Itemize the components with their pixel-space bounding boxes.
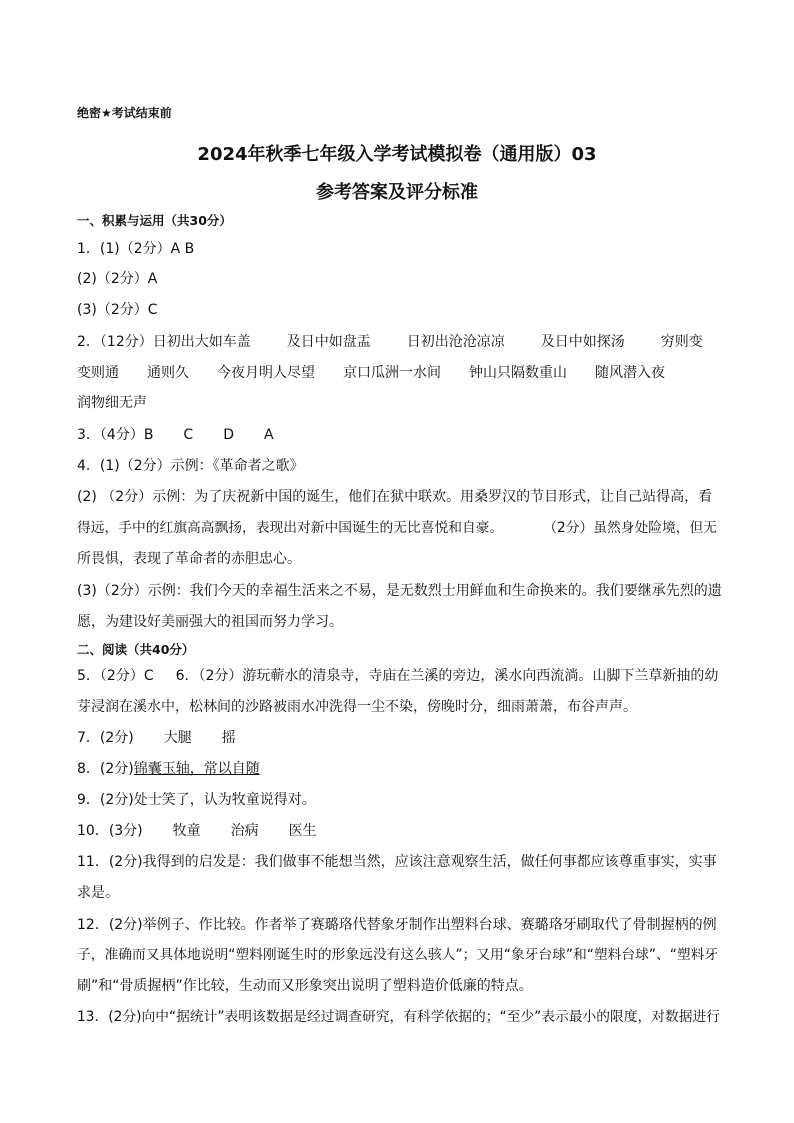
- q4-part2-text: 得远，手中的红旗高高飘扬，表现出对新中国诞生的无比喜悦和自豪。: [77, 520, 504, 536]
- q2-answer: 穷则变: [660, 334, 703, 350]
- q4-part2-text: （2分）虽然身处险境，但无: [543, 520, 718, 536]
- q2-row2: [77, 364, 722, 382]
- q4-part1: 4．(1)（2分）示例：《革命者之歌》: [77, 458, 304, 474]
- q4-part3-line1: (3)（2分）示例：我们今天的幸福生活来之不易，是无数烈士用鲜血和生命换来的。我们要继承先烈的遗: [77, 583, 722, 599]
- q2-answer: 今夜月明人尽望: [217, 365, 315, 381]
- q2-answer: 变则通: [77, 365, 119, 381]
- q2-answer: 京口瓜洲一水间: [343, 365, 441, 381]
- q1-part3: (3)（2分）C: [77, 302, 158, 318]
- q6-text: 6．（2分）游玩蕲水的清泉寺，寺庙在兰溪的旁边，溪水向西流淌。山脚下兰草新抽的幼: [175, 668, 719, 684]
- q2-answer: 通则久: [147, 365, 189, 381]
- q10-prefix: 10．(3分): [77, 823, 143, 839]
- q2-answer: 及日中如探汤: [540, 334, 625, 350]
- q6-line2: 芽浸润在溪水中，松林间的沙路被雨水冲洗得一尘不染，傍晚时分，细雨萧萧，布谷声声。: [77, 699, 637, 715]
- page-subtitle: 参考答案及评分标准: [316, 182, 478, 203]
- section1-heading: 一、积累与运用（共30分）: [77, 213, 232, 228]
- q12-line2: 子，准确而又具体地说明“塑料刚诞生时的形象远没有这么骇人”；又用“象牙台球”和“塑料台球”、“塑料牙: [77, 947, 719, 963]
- q2-row3: 润物细无声: [77, 395, 147, 411]
- q5-q6-line1: [77, 667, 722, 685]
- q2-answer: 随风潜入夜: [595, 365, 665, 381]
- q4-part2-line1: (2) （2分）示例：为了庆祝新中国的诞生，他们在狱中联欢。用桑罗汉的节目形式，让自己站得高，看: [77, 489, 713, 505]
- q1-part2: (2)（2分）A: [77, 271, 158, 287]
- q10-answer: 牧童: [172, 823, 201, 839]
- q2-answer: 日初出大如车盖: [152, 334, 251, 350]
- q12-line3: 刷”和“骨质握柄”作比较，生动而又形象突出说明了塑料造价低廉的特点。: [77, 978, 533, 994]
- q3-answer: D: [223, 427, 234, 443]
- q3-answer: C: [183, 427, 194, 443]
- q11-line2: 求是。: [77, 885, 119, 901]
- section2-heading: 二、阅读（共40分）: [77, 642, 195, 657]
- secret-mark: 绝密★考试结束前: [77, 106, 172, 120]
- q2-answer: 钟山只隔数重山: [469, 365, 567, 381]
- q11-line1: 11．(2分)我得到的启发是：我们做事不能想当然，应该注意观察生活，做任何事都应该尊重事实，实事: [77, 854, 717, 870]
- q10-answer: 医生: [288, 823, 317, 839]
- q8-answer: 锦囊玉轴，常以自随: [133, 761, 260, 777]
- q3-answer: A: [263, 427, 274, 443]
- q2-row1: [77, 333, 722, 351]
- q2-answer: 日初出沧沧凉凉: [406, 334, 505, 350]
- page-title: 2024年秋季七年级入学考试模拟卷（通用版）03: [197, 144, 597, 165]
- q7-answer: 摇: [221, 730, 236, 746]
- q10-answer: 治病: [230, 823, 259, 839]
- q4-part2-line3: 所畏惧，表现了革命者的赤胆忠心。: [77, 551, 301, 567]
- q4-part2-line2: [77, 519, 722, 537]
- q9: 9．(2分)处士笑了，认为牧童说得对。: [77, 792, 316, 808]
- q13-line1: 13．(2分)向中“据统计”表明该数据是经过调查研究，有科学依据的；“至少”表示最小的限度，对数据进行: [77, 1009, 720, 1025]
- q12-line1: 12．(2分)举例子、作比较。作者举了赛璐珞代替象牙制作出塑料台球、赛璐珞牙刷取代了骨制握柄的例: [77, 917, 717, 933]
- q2-answer: 及日中如盘盂: [286, 334, 371, 350]
- q7-prefix: 7．(2分): [77, 730, 134, 746]
- q5-text: 5．（2分）C: [77, 668, 154, 684]
- q7: [77, 729, 722, 747]
- q2-prefix: 2．（12分）: [77, 334, 153, 350]
- q8: [77, 760, 722, 778]
- q3-prefix: 3．（4分）B: [77, 427, 154, 443]
- q10: [77, 822, 722, 840]
- q8-prefix: 8．(2分): [77, 761, 134, 777]
- q4-part3-line2: 愿，为建设好美丽强大的祖国而努力学习。: [77, 614, 343, 630]
- q1-part1: 1．(1)（2分）A B: [77, 241, 195, 257]
- q7-answer: 大腿: [163, 730, 192, 746]
- q3: [77, 426, 722, 444]
